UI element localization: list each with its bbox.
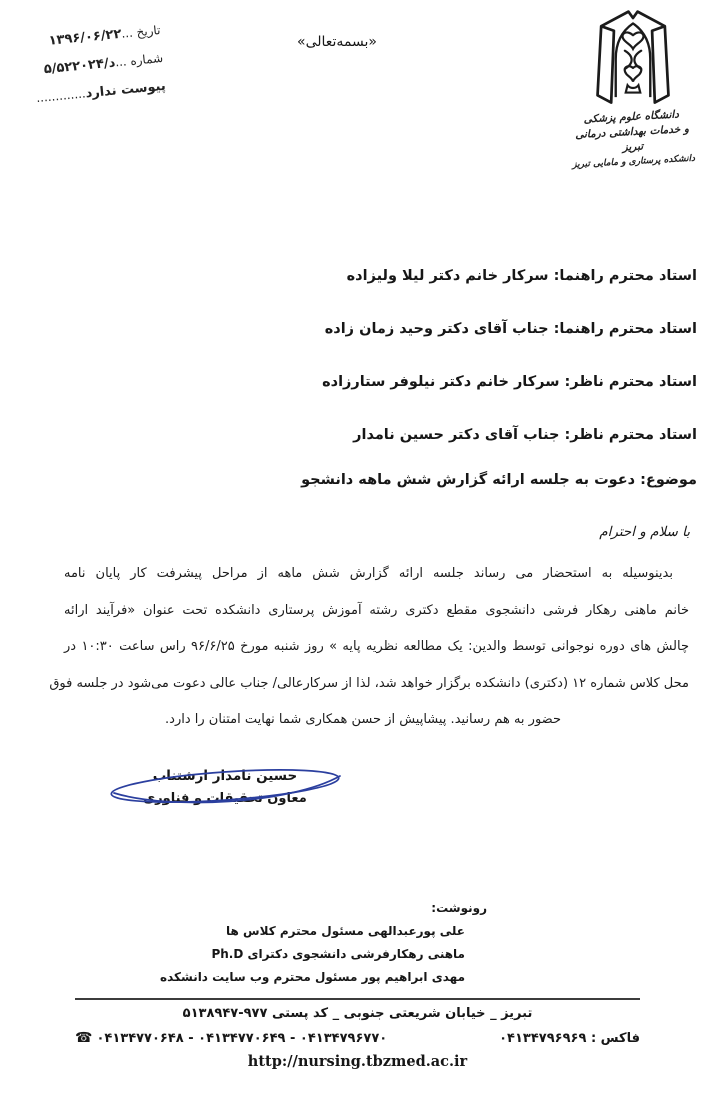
number-row — [13, 51, 164, 80]
cc-item-1: علی پورعبدالهی مسئول محترم کلاس ها — [226, 924, 465, 938]
university-name — [569, 107, 697, 173]
number-value: ۵/د/۵۲۲۰۲۴ — [43, 55, 116, 78]
recipient-advisor-2: استاد محترم ناظر: جناب آقای دکتر حسین نامدار — [353, 427, 697, 443]
number-label: شماره ... — [114, 50, 164, 70]
attachment-row — [16, 79, 167, 108]
fax-number: ۰۴۱۳۴۷۹۶۹۶۹ — [499, 1030, 587, 1046]
cc-block — [160, 897, 487, 989]
university-logo — [570, 8, 695, 170]
cc-label: رونوشت: — [431, 901, 487, 915]
phone-numbers: ۰۴۱۳۴۷۷۰۶۴۸ - ۰۴۱۳۴۷۷۰۶۴۹ - ۰۴۱۳۴۷۹۶۷۷۰ — [96, 1030, 388, 1046]
fax-label: فاکس : — [590, 1030, 640, 1046]
date-value: ۱۳۹۶/۰۶/۲۲ — [48, 26, 123, 49]
signature-block — [110, 768, 340, 806]
attachment-value: ندارد — [84, 83, 118, 102]
letterhead-footer — [75, 998, 640, 1070]
recipient-supervisor-2: استاد محترم راهنما: جناب آقای دکتر وحید زمان زاده — [324, 321, 697, 337]
attachment-dots: ............. — [35, 86, 87, 106]
subject-line: موضوع: دعوت به جلسه ارائه گزارش شش ماهه دانشجو — [301, 472, 697, 488]
recipient-advisor-1: استاد محترم ناظر: سرکار خانم دکتر نیلوفر ستارزاده — [322, 374, 697, 390]
signatory-name: حسین نامدار ارشتناب — [152, 768, 298, 784]
recipient-supervisor-1: استاد محترم راهنما: سرکار خانم دکتر لیلا ولیزاده — [346, 268, 697, 284]
faculty-name: دانشکده پرستاری و مامایی تبریز — [571, 153, 696, 171]
body-line-3: چالش های دوره نوجوانی توسط والدین: یک مطالعه نظریه پایه » روز شنبه مورخ ۹۶/۶/۲۵ راس ساعت ۱۰:۳۰ در — [64, 639, 690, 654]
letter-stamp-block — [10, 23, 167, 121]
date-label: تاریخ ... — [120, 23, 161, 41]
footer-phones — [75, 1030, 387, 1046]
salutation: با سلام و احترام — [599, 524, 690, 540]
university-name-line2: و خدمات بهداشتی درمانی تبریز — [574, 123, 690, 154]
date-row — [10, 23, 161, 52]
recipients-block — [322, 268, 697, 480]
besmele-heading: «بسمه‌تعالی» — [297, 34, 377, 50]
footer-address: تبریز _ خیابان شریعتی جنوبی _ کد پستی ۹۷۷-۵۱۳۸۹۴۷ — [182, 1006, 533, 1021]
telephone-icon: ☎ — [75, 1030, 93, 1046]
body-line-5: حضور به هم رسانید. پیشاپیش از حسن همکاری شما نهایت امتنان را دارد. — [165, 712, 561, 727]
signatory-title: معاون تحقیقات و فناوری — [143, 791, 307, 806]
footer-phone-row — [75, 1030, 640, 1046]
letter-body — [49, 566, 690, 749]
cc-item-3: مهدی ابراهیم پور مسئول محترم وب سایت دانشکده — [159, 970, 465, 984]
body-line-2: خانم ماهنی رهکار فرشی دانشجوی مقطع دکتری رشته آموزش پرستاری دانشکده تحت عنوان «فرآیند ارائه — [64, 602, 689, 618]
body-line-1: بدینوسیله به استحضار می رساند جلسه ارائه گزارش شش ماهه از مراحل پیشرفت کار پایان نامه — [64, 566, 673, 581]
university-emblem-icon — [585, 8, 681, 108]
footer-website: http://nursing.tbzmed.ac.ir — [247, 1053, 468, 1070]
attachment-label: پیوست — [115, 78, 167, 99]
cc-item-2: ماهنی رهکارفرشی دانشجوی دکترای Ph.D — [211, 947, 465, 961]
body-line-4: محل کلاس شماره ۱۲ (دکتری) دانشکده برگزار خواهد شد، لذا از سرکارعالی/ جناب عالی دعوت می‌شود در جلسه فوق — [49, 675, 689, 691]
footer-fax — [499, 1031, 640, 1046]
university-name-line1: دانشگاه علوم پزشکی — [583, 108, 680, 126]
